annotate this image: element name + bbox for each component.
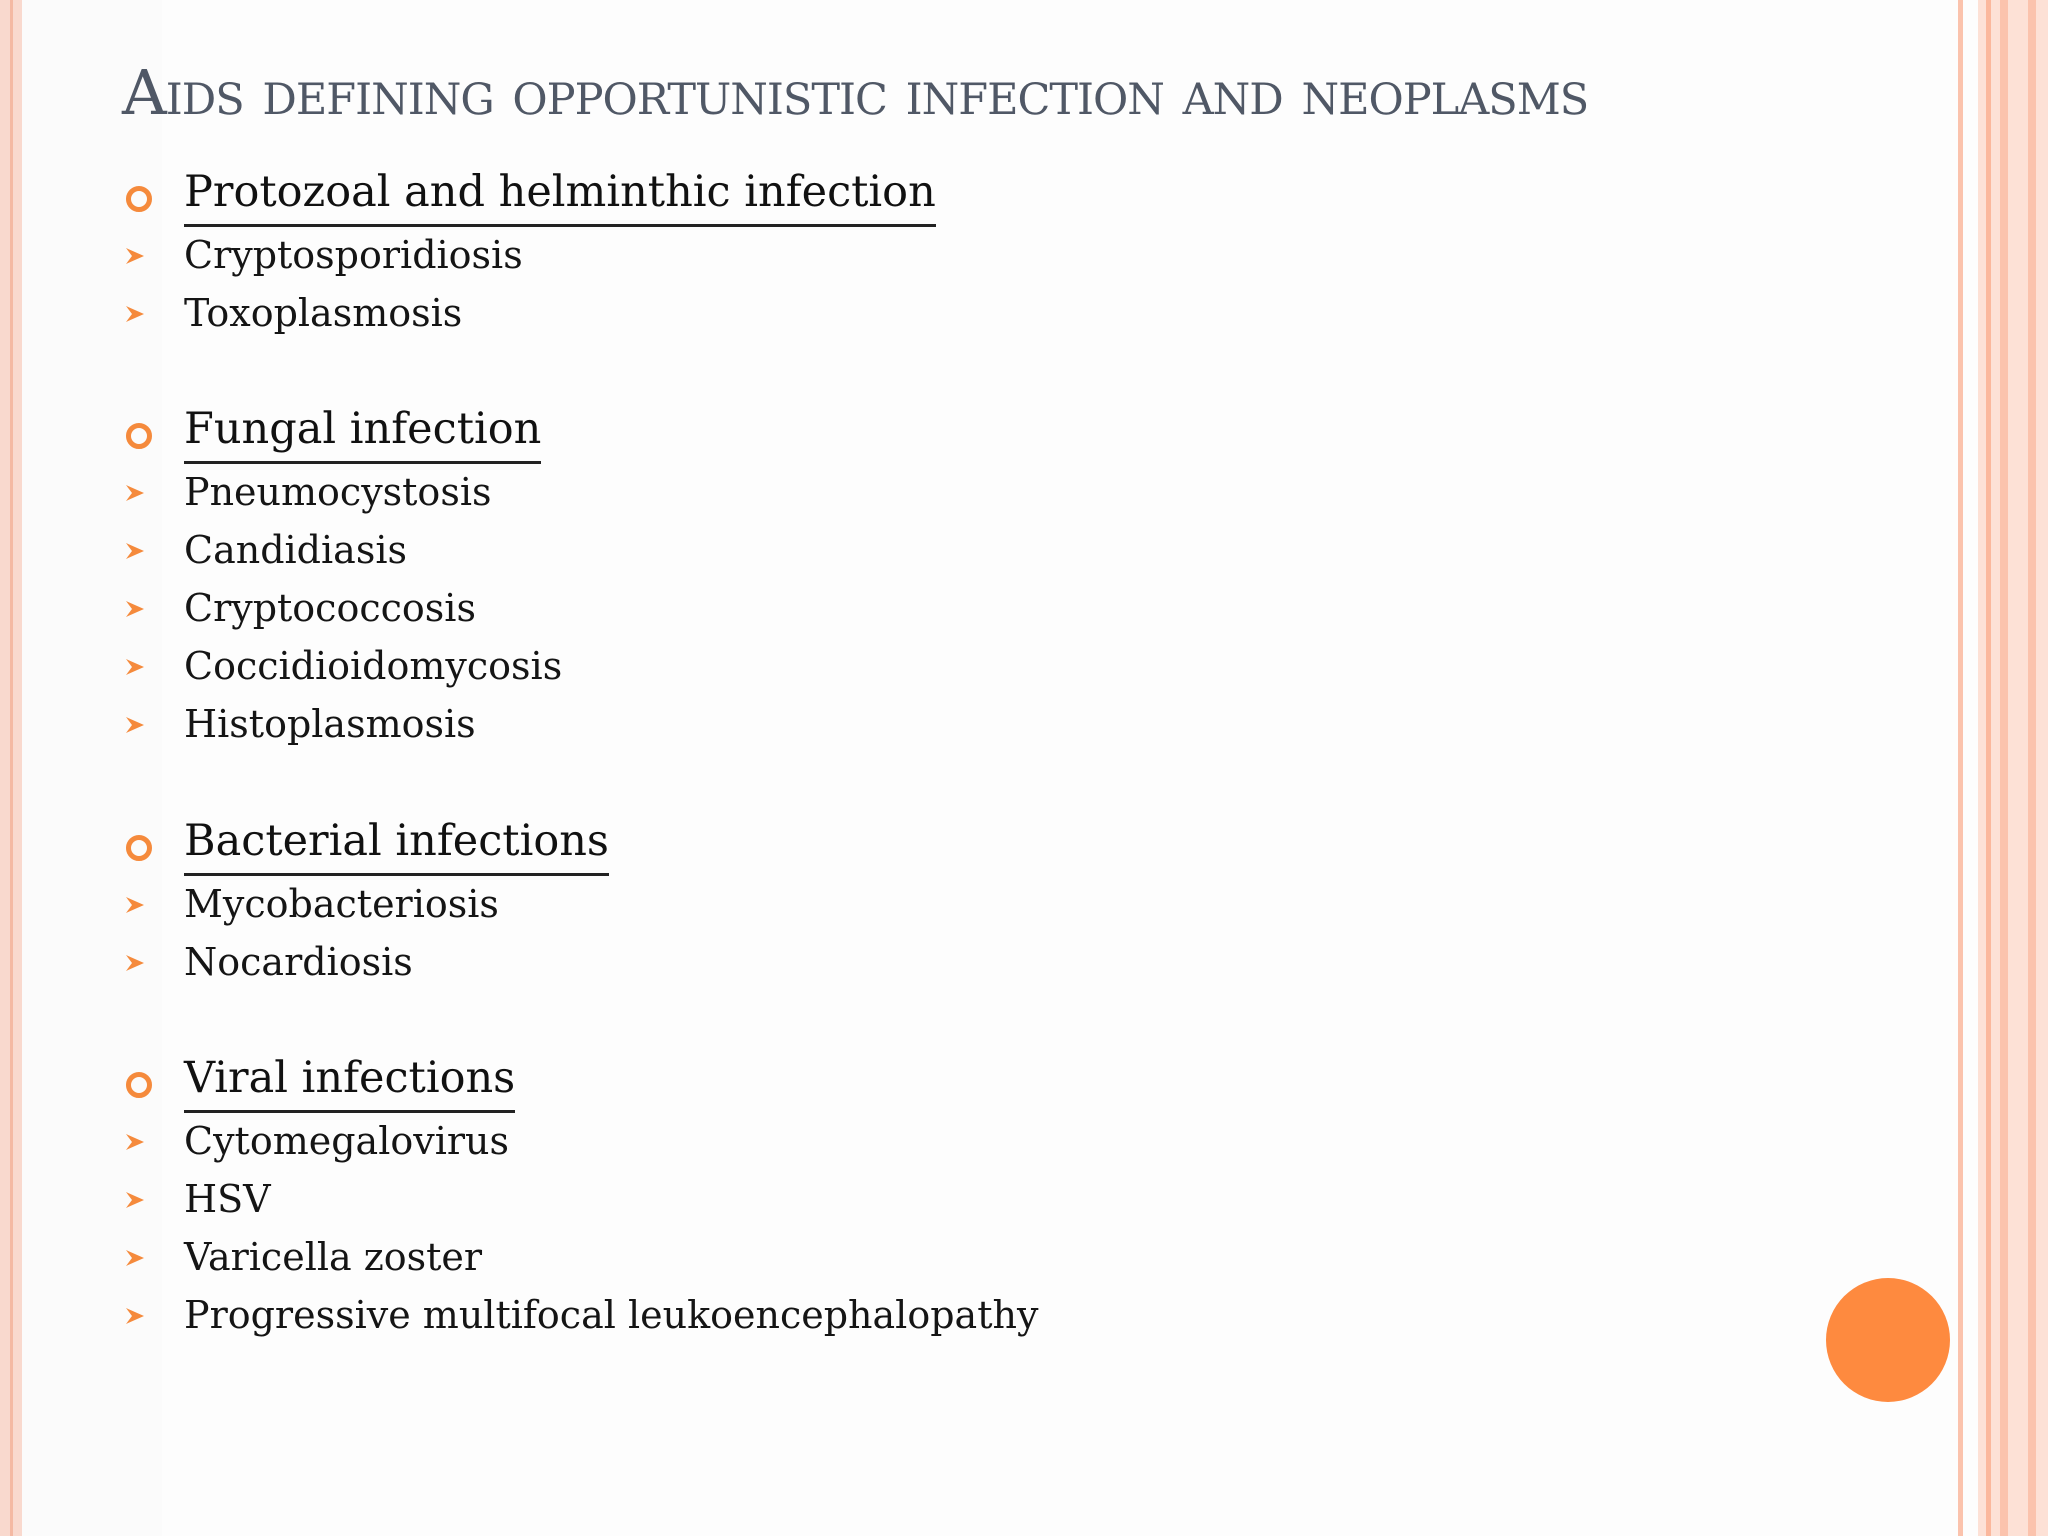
section-heading: Viral infections xyxy=(184,1052,515,1113)
section-heading: Protozoal and helminthic infection xyxy=(184,166,936,227)
list-item-text: Cryptosporidiosis xyxy=(184,233,523,277)
arrow-bullet-icon xyxy=(124,1132,146,1152)
arrow-bullet-icon xyxy=(124,483,146,503)
list-item-text: Mycobacteriosis xyxy=(184,882,499,926)
arrow-bullet-icon xyxy=(124,657,146,677)
section-heading-row xyxy=(0,815,1100,875)
list-item xyxy=(0,933,1100,991)
list-item-text: Cytomegalovirus xyxy=(184,1119,509,1163)
circle-bullet-icon xyxy=(126,835,152,861)
arrow-bullet-icon xyxy=(124,895,146,915)
list-item-text: Histoplasmosis xyxy=(184,702,476,746)
item-list xyxy=(0,463,1100,753)
right-border-line xyxy=(1986,0,1991,1536)
orange-circle-decoration xyxy=(1826,1278,1950,1402)
circle-bullet-icon xyxy=(126,423,152,449)
list-item xyxy=(0,875,1100,933)
arrow-bullet-icon xyxy=(124,599,146,619)
item-list xyxy=(0,1112,1100,1344)
arrow-bullet-icon xyxy=(124,246,146,266)
arrow-bullet-icon xyxy=(124,1248,146,1268)
list-item xyxy=(0,1112,1100,1170)
list-item xyxy=(0,521,1100,579)
section-viral xyxy=(0,1052,1100,1344)
section-heading-row xyxy=(0,166,1100,226)
list-item xyxy=(0,579,1100,637)
slide-title: Aids defining opportunistic infection and neoplasms xyxy=(122,56,1589,129)
section-heading: Fungal infection xyxy=(184,403,541,464)
list-item-text: Toxoplasmosis xyxy=(184,291,463,335)
list-item-text: HSV xyxy=(184,1177,271,1221)
section-heading-row xyxy=(0,1052,1100,1112)
arrow-bullet-icon xyxy=(124,1306,146,1326)
list-item-text: Cryptococcosis xyxy=(184,586,476,630)
list-item xyxy=(0,1286,1100,1344)
list-item-text: Candidiasis xyxy=(184,528,407,572)
arrow-bullet-icon xyxy=(124,304,146,324)
right-border-line xyxy=(2028,0,2036,1536)
section-heading-row xyxy=(0,403,1100,463)
list-item-text: Progressive multifocal leukoencephalopathy xyxy=(184,1293,1039,1337)
list-item-text: Pneumocystosis xyxy=(184,470,492,514)
section-bacterial xyxy=(0,815,1100,991)
circle-bullet-icon xyxy=(126,1072,152,1098)
arrow-bullet-icon xyxy=(124,953,146,973)
section-heading: Bacterial infections xyxy=(184,815,609,876)
circle-bullet-icon xyxy=(126,186,152,212)
list-item xyxy=(0,284,1100,342)
list-item xyxy=(0,1170,1100,1228)
list-item xyxy=(0,226,1100,284)
list-item xyxy=(0,463,1100,521)
list-item xyxy=(0,1228,1100,1286)
arrow-bullet-icon xyxy=(124,1190,146,1210)
list-item-text: Coccidioidomycosis xyxy=(184,644,563,688)
section-protozoal xyxy=(0,166,1100,342)
list-item xyxy=(0,695,1100,753)
right-border-line xyxy=(1958,0,1963,1536)
list-item-text: Varicella zoster xyxy=(184,1235,483,1279)
list-item xyxy=(0,637,1100,695)
section-fungal xyxy=(0,403,1100,753)
item-list xyxy=(0,875,1100,991)
right-border-line xyxy=(2000,0,2008,1536)
item-list xyxy=(0,226,1100,342)
arrow-bullet-icon xyxy=(124,715,146,735)
arrow-bullet-icon xyxy=(124,541,146,561)
list-item-text: Nocardiosis xyxy=(184,940,413,984)
